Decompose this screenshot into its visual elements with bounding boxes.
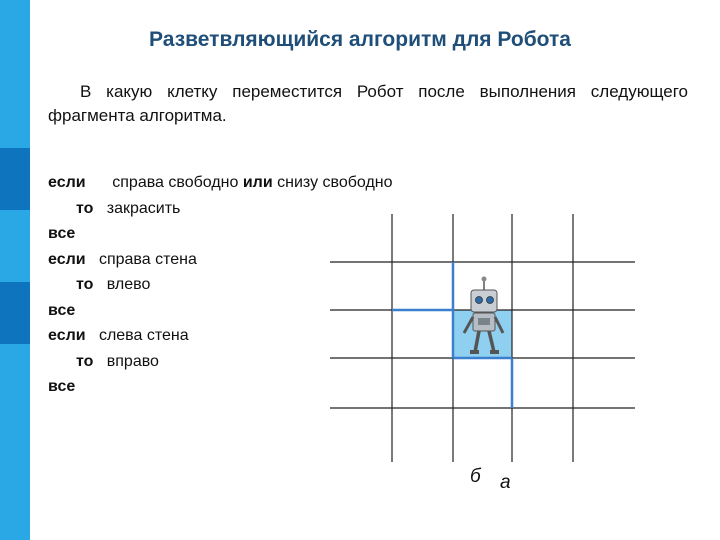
keyword-end: все [48, 301, 76, 319]
action-text: закрасить [106, 199, 181, 217]
keyword-then: то [76, 352, 94, 370]
keyword-then: то [76, 199, 94, 217]
keyword-or: или [242, 174, 273, 191]
keyword-end: все [48, 225, 76, 242]
condition-text: снизу свободно [277, 174, 393, 191]
keyword-if: если [48, 174, 86, 191]
cell-label-a: а [500, 472, 511, 493]
action-text: вправо [106, 352, 159, 370]
task-text: В какую клетку переместится Робот после выполнения следующего фрагмента алгоритма. [48, 82, 688, 125]
code-line [48, 170, 393, 196]
condition-text: слева стена [98, 327, 189, 344]
side-bar-segment [0, 148, 30, 210]
side-bar-segment [0, 282, 30, 344]
cell-label-b: б [470, 466, 481, 487]
keyword-if: если [48, 250, 86, 268]
keyword-if: если [48, 327, 86, 344]
robot-field-grid [330, 214, 640, 464]
condition-text: справа стена [98, 250, 197, 268]
keyword-end: все [48, 378, 76, 395]
slide-title: Разветвляющийся алгоритм для Робота [149, 28, 571, 51]
condition-text: справа свободно [112, 174, 239, 191]
action-text: влево [106, 276, 151, 293]
side-accent-bar [0, 0, 30, 540]
keyword-then: то [76, 276, 94, 293]
